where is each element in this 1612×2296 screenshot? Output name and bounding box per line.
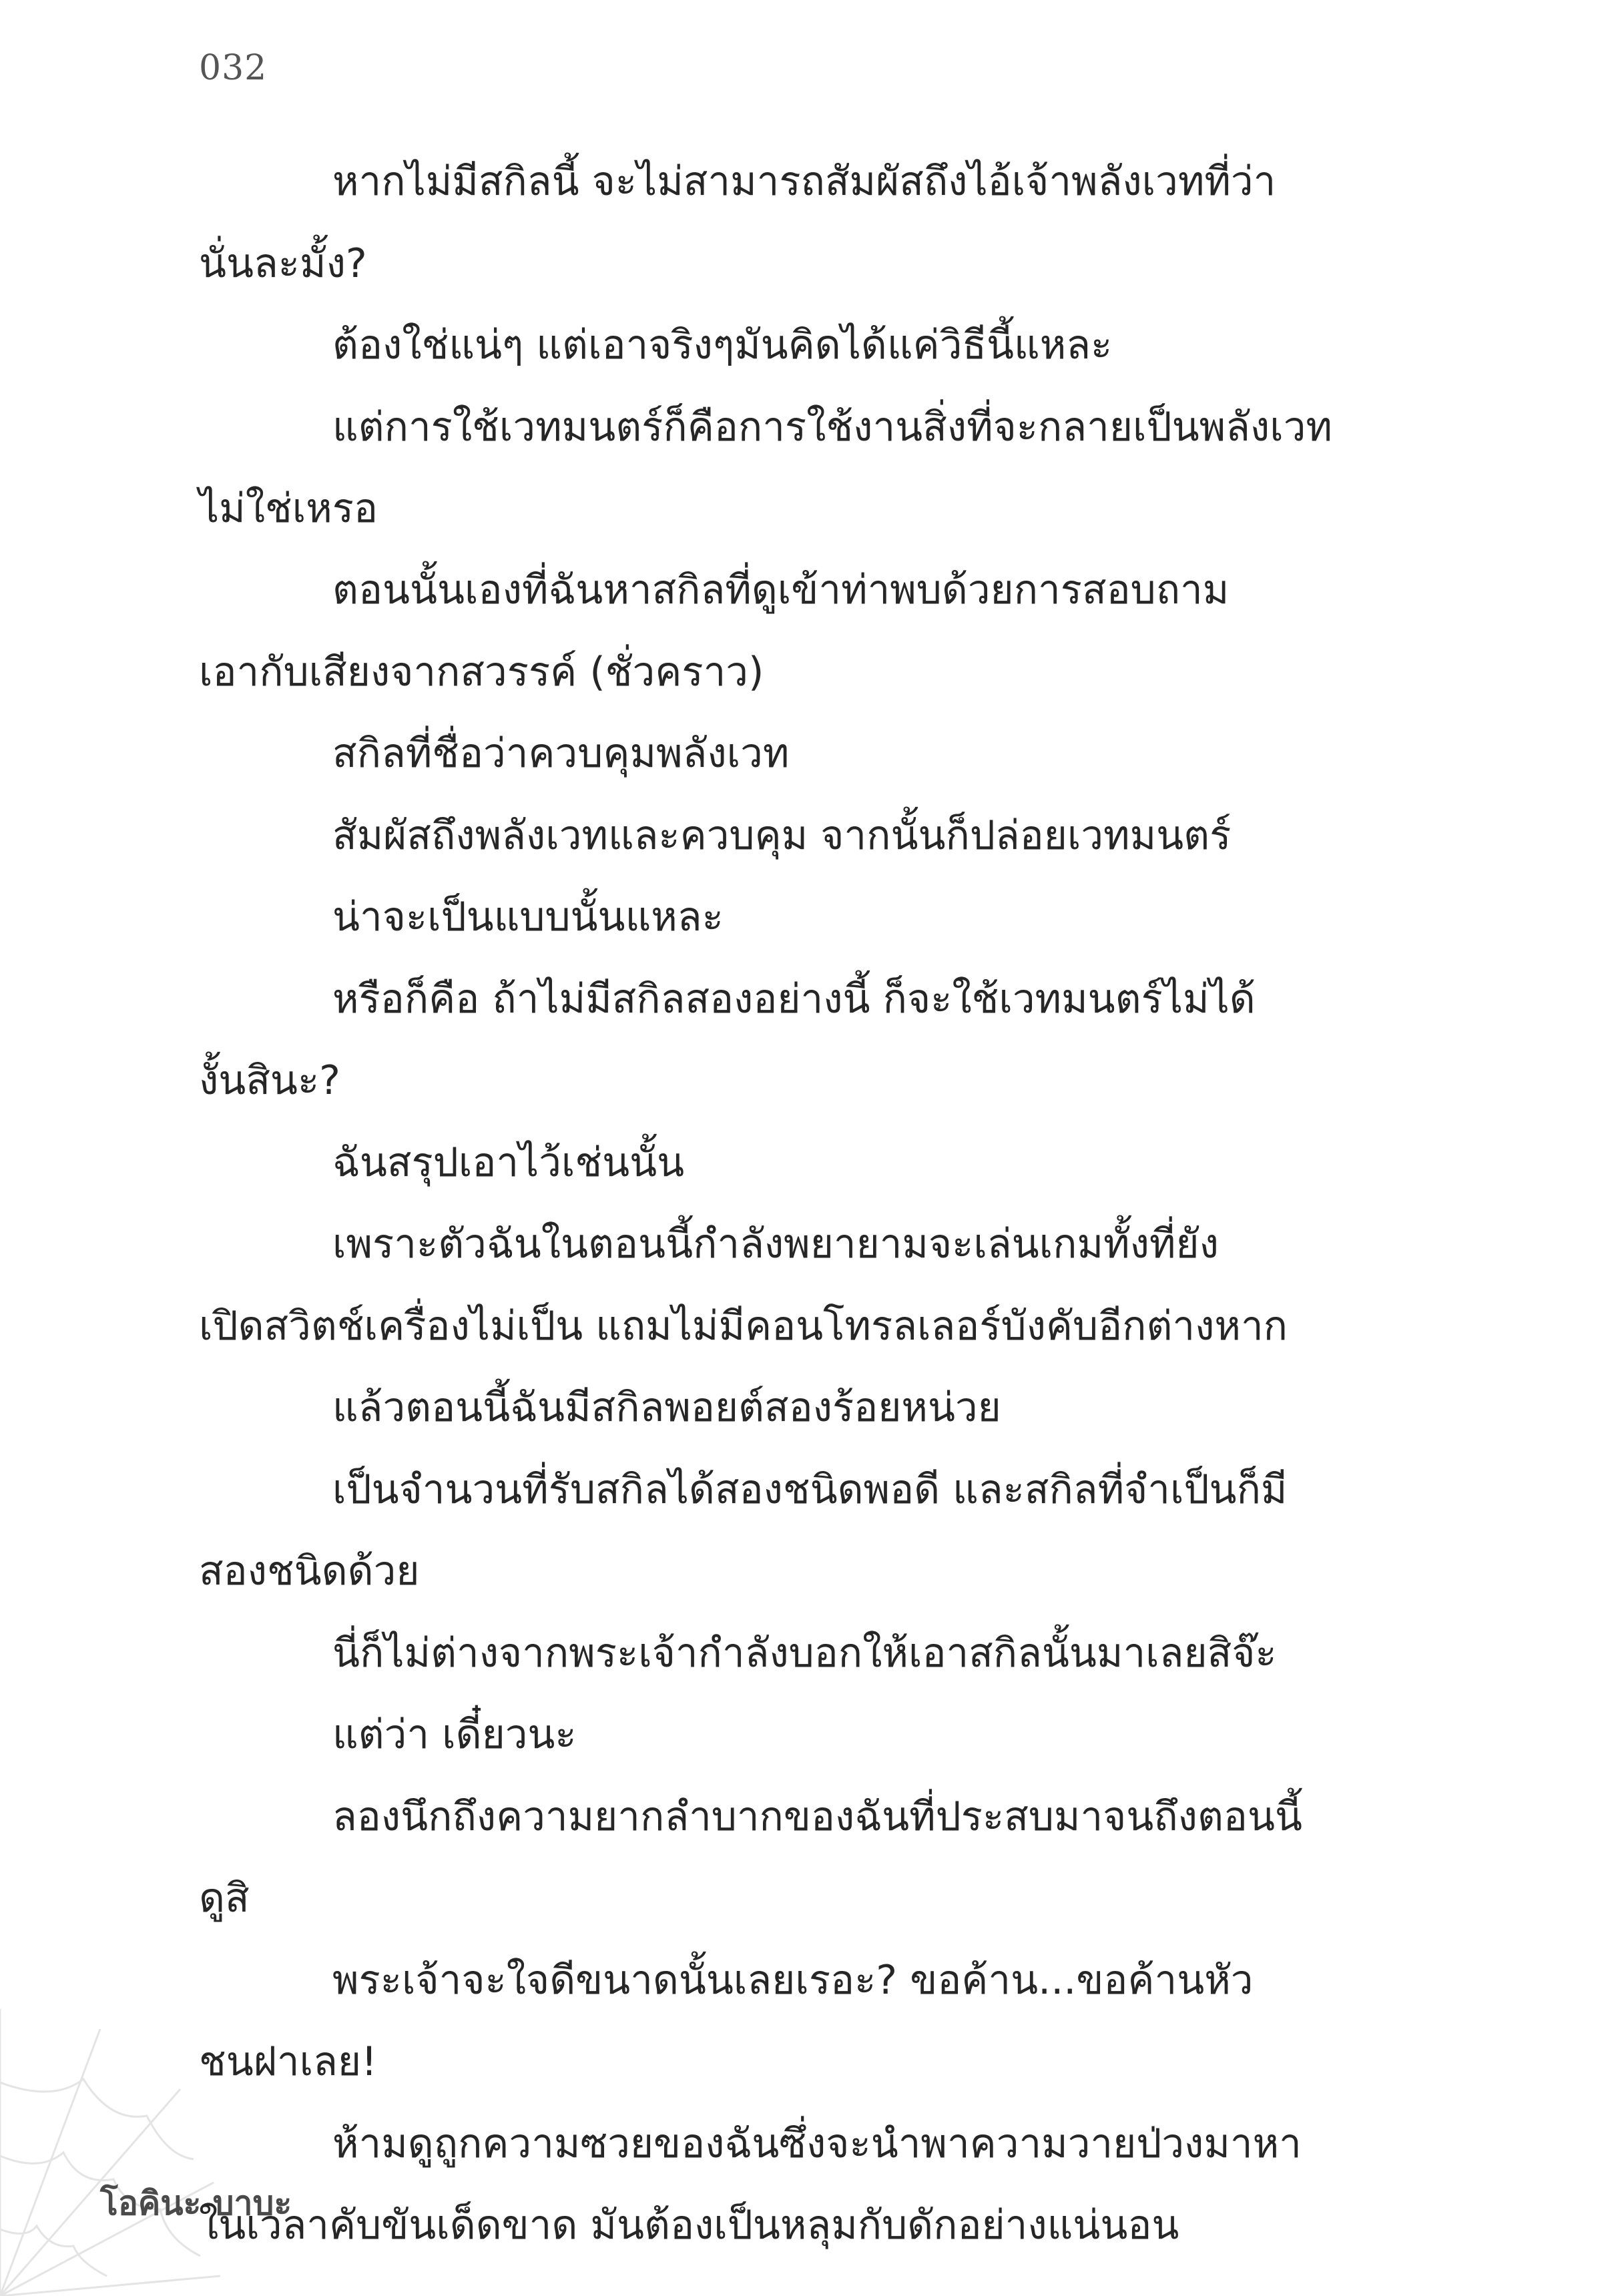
text-line: ฉันสรุปเอาไว้เช่นนั้น bbox=[332, 1139, 685, 1186]
text-line: หรือก็คือ ถ้าไม่มีสกิลสองอย่างนี้ ก็จะใช้เวทมนตร์ไม่ได้ bbox=[332, 976, 1256, 1023]
text-line: เป็นจำนวนที่รับสกิลได้สองชนิดพอดี และสกิลที่จำเป็นก็มี bbox=[332, 1466, 1288, 1513]
text-line: แต่ว่า เดี๋ยวนะ bbox=[332, 1711, 577, 1758]
text-line: งั้นสินะ? bbox=[199, 1057, 341, 1104]
text-line: นี่ก็ไม่ต่างจากพระเจ้ากำลังบอกให้เอาสกิลนั้นมาเลยสิจ๊ะ bbox=[332, 1630, 1277, 1677]
text-line: พระเจ้าจะใจดีขนาดนั้นเลยเรอะ? ขอค้าน...ขอค้านหัว bbox=[332, 1957, 1254, 2004]
text-line: ต้องใช่แน่ๆ แต่เอาจริงๆมันคิดได้แค่วิธีนี้แหละ bbox=[332, 322, 1113, 368]
page-number: 032 bbox=[199, 48, 268, 88]
text-line: แต่การใช้เวทมนตร์ก็คือการใช้งานสิ่งที่จะกลายเป็นพลังเวท bbox=[332, 404, 1332, 451]
text-line: ดูสิ bbox=[199, 1875, 250, 1922]
text-line: สัมผัสถึงพลังเวทและควบคุม จากนั้นก็ปล่อยเวทมนตร์ bbox=[332, 812, 1232, 859]
text-line: ชนฝาเลย! bbox=[199, 2038, 378, 2085]
text-line: ห้ามดูถูกความซวยของฉันซึ่งจะนำพาความวายป่วงมาหา bbox=[332, 2120, 1302, 2167]
text-line: ตอนนั้นเองที่ฉันหาสกิลที่ดูเข้าท่าพบด้วยการสอบถาม bbox=[332, 567, 1230, 613]
text-line: สกิลที่ชื่อว่าควบคุมพลังเวท bbox=[332, 730, 790, 777]
text-line: สองชนิดด้วย bbox=[199, 1548, 420, 1595]
text-line: ลองนึกถึงความยากลำบากของฉันที่ประสบมาจนถึงตอนนี้ bbox=[332, 1793, 1302, 1840]
spiderweb-decoration bbox=[0, 2009, 220, 2296]
footer-book-title: โอคินะ บาบะ bbox=[100, 2184, 292, 2223]
text-line: น่าจะเป็นแบบนั้นแหละ bbox=[332, 894, 724, 940]
text-line: เพราะตัวฉันในตอนนี้กำลังพยายามจะเล่นเกมทั้งที่ยัง bbox=[332, 1221, 1219, 1267]
text-line: ในเวลาคับขันเด็ดขาด มันต้องเป็นหลุมกับดักอย่างแน่นอน bbox=[199, 2202, 1179, 2249]
text-line: แล้วตอนนี้ฉันมีสกิลพอยต์สองร้อยหน่วย bbox=[332, 1384, 1001, 1431]
text-line: เอากับเสียงจากสวรรค์ (ชั่วคราว) bbox=[199, 649, 764, 695]
text-line: ไม่ใช่เหรอ bbox=[199, 485, 378, 532]
text-line: หากไม่มีสกิลนี้ จะไม่สามารถสัมผัสถึงไอ้เจ้าพลังเวทที่ว่า bbox=[332, 158, 1276, 205]
text-line: นั่นละมั้ง? bbox=[199, 240, 367, 287]
text-line: เปิดสวิตช์เครื่องไม่เป็น แถมไม่มีคอนโทรลเลอร์บังคับอีกต่างหาก bbox=[199, 1303, 1288, 1350]
